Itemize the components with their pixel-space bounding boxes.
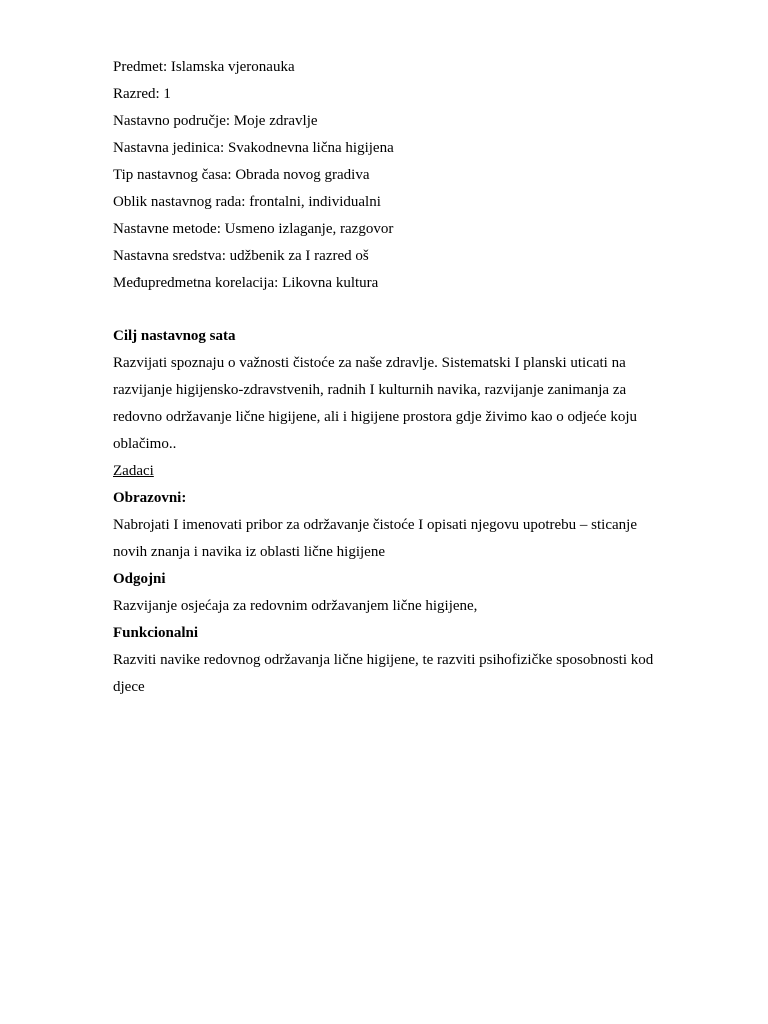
section-spacer [113, 297, 658, 323]
razred-line: Razred: 1 [113, 86, 171, 102]
tip-casa-line: Tip nastavnog časa: Obrada novog gradiva [113, 167, 370, 183]
obrazovni-paragraph: Nabrojati I imenovati pribor za održavanje čistoće I opisati njegovu upotrebu – sticanje novih znanja i navika iz oblasti lične higijene [113, 517, 637, 560]
nastavno-podrucje-line: Nastavno područje: Moje zdravlje [113, 113, 318, 129]
sredstva-line: Nastavna sredstva: udžbenik za I razred oš [113, 248, 369, 264]
oblik-rada-line: Oblik nastavnog rada: frontalni, individualni [113, 194, 381, 210]
odgojni-paragraph: Razvijanje osjećaja za redovnim održavanjem lične higijene, [113, 598, 478, 614]
nastavna-jedinica-line: Nastavna jedinica: Svakodnevna lična higijena [113, 140, 394, 156]
funkcionalni-paragraph: Razviti navike redovnog održavanja lične higijene, te razviti psihofizičke sposobnosti kod djece [113, 652, 654, 695]
cilj-heading: Cilj nastavnog sata [113, 328, 236, 344]
funkcionalni-heading: Funkcionalni [113, 625, 199, 641]
zadaci-label: Zadaci [113, 463, 154, 479]
obrazovni-heading: Obrazovni: [113, 490, 187, 506]
korelacija-line: Međupredmetna korelacija: Likovna kultura [113, 275, 379, 291]
metode-line: Nastavne metode: Usmeno izlaganje, razgovor [113, 221, 394, 237]
odgojni-heading: Odgojni [113, 571, 166, 587]
predmet-line: Predmet: Islamska vjeronauka [113, 59, 295, 75]
cilj-paragraph: Razvijati spoznaju o važnosti čistoće za naše zdravlje. Sistematski I planski uticati na razvijanje higijensko-zdravstvenih, radnih I kulturnih navika, razvijanje zanimanja za redovno održavanje lične higijene, ali i higijene prostora gdje živimo kao o odjeće koju oblačimo.. [113, 355, 637, 452]
document-page [113, 54, 658, 701]
